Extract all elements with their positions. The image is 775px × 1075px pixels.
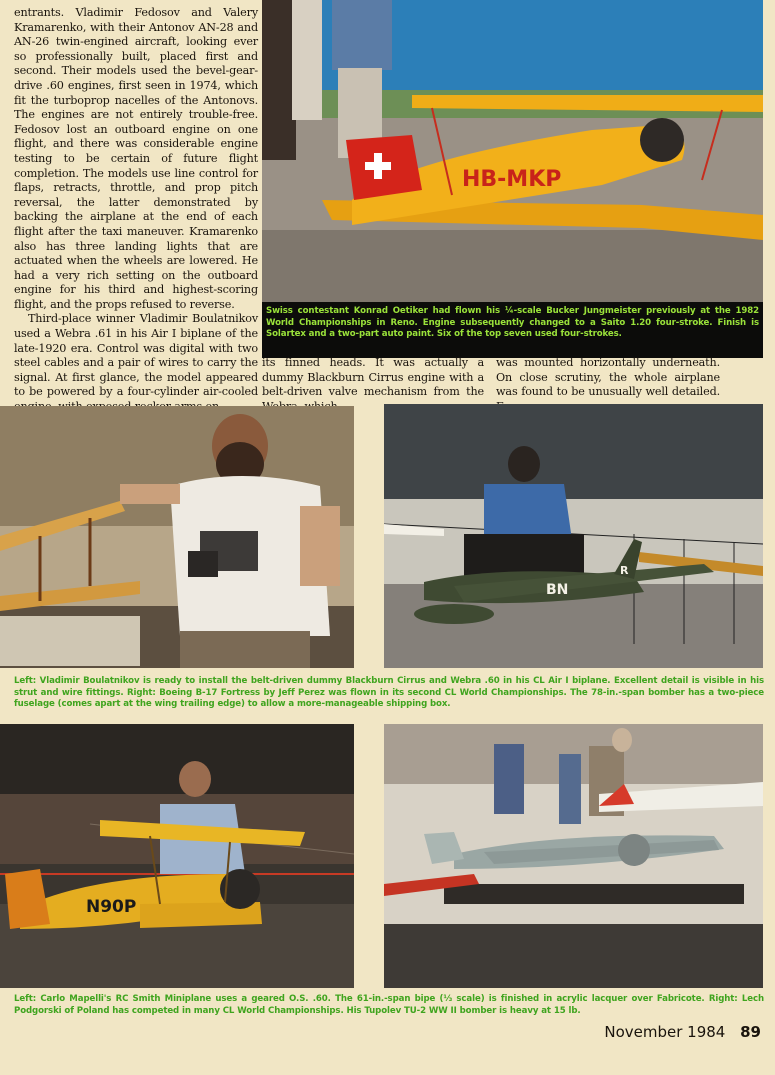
photo-smith-miniplane: [0, 724, 354, 988]
page-number: 89: [740, 1023, 761, 1041]
caption-swiss-text: Swiss contestant Konrad Oetiker had flown his ¼-scale Bucker Jungmeister previously at the 1982 World Championships in Reno. Engine subsequently changed to a Saito 1.20 four-stroke. Finish is Solartex and a two-part auto paint. Six of the top seven used four-strokes.: [266, 306, 759, 340]
caption-swiss: [262, 302, 763, 358]
photo-b17-fortress: [384, 404, 763, 668]
photo-registration-b17: BN: [546, 582, 569, 598]
photo-registration-smith: N90P: [86, 897, 137, 917]
caption-bottom: [14, 994, 764, 1017]
photo-boulatnikov: [0, 406, 354, 668]
article-paragraph: its finned heads. It was actually a dummy Blackburn Cirrus engine with a belt-driven valve mechanism from the: [262, 356, 484, 399]
caption-middle: [14, 676, 764, 711]
photo-registration-b17-tail: R: [620, 564, 629, 577]
article-column-1: [14, 6, 258, 415]
caption-bottom-text: Left: Carlo Mapelli's RC Smith Miniplane uses a geared O.S. .60. The 61-in.-span bipe (⅓ scale) is finished in acrylic lacquer over Fabricote. Right: Lech Podgorski of Poland has competed in many CL World Championships. His Tupolev TU-2 WW II bomber is heavy at 15 lb.: [14, 994, 764, 1016]
issue-date: November 1984: [604, 1023, 726, 1041]
caption-middle-text: Left: Vladimir Boulatnikov is ready to install the belt-driven dummy Blackburn Cirrus and Webra .60 in his CL Air I biplane. Excellent detail is visible in his strut and wire fittings. Right: Boeing B-17 Fortress by Jeff Perez was flown in its second CL World Championships. The 78-in.-span bomber has a two-piece fuselage (comes apart at the wing trailing edge) to allow a more-manageable shipping box.: [14, 676, 764, 710]
photo-tupolev-tu2: [384, 724, 763, 988]
article-paragraph: Third-place winner Vladimir Boulatnikov used a Webra .61 in his Air I biplane of the late-1920 era. Control was digital with two steel cables and a pair of wires to carry the signal. At first glance, the model appeared to be powered by a four-cylinder air-cooled: [14, 312, 258, 399]
photo-registration-swiss: HB-MKP: [462, 167, 562, 192]
page-footer: [604, 1023, 761, 1041]
article-paragraph: was mounted horizontally underneath. On close scrutiny, the whole airplane was found to be unusually well detailed.: [496, 356, 720, 399]
photo-bucker-jungmeister: [262, 0, 763, 302]
article-paragraph: entrants. Vladimir Fedosov and Valery Kramarenko, with their Antonov AN-28 and AN-26 twin-engined aircraft, looking ever so professionally built, placed first and second. Their models used the bevel-gear-drive .60 engines, first seen in 1974, which fit the turboprop nacelles of the Antonovs. The engines are not entirely trouble-free. Fedosov lost an outboard engine on one flight, and there was considerable engine testing to be certain of future flight completion. The models use line control for flaps, retracts, throttle, and prop pitch reversal, the latter demonstrated by backing the airplane at the end of each flight after the taxi maneuver. Kramarenko also has three landing lights that are actuated when the wheels are lowered. He had a very rich setting on the outboard engine for his third and highest-scoring flight, and the props refused to reverse.: [14, 6, 258, 311]
